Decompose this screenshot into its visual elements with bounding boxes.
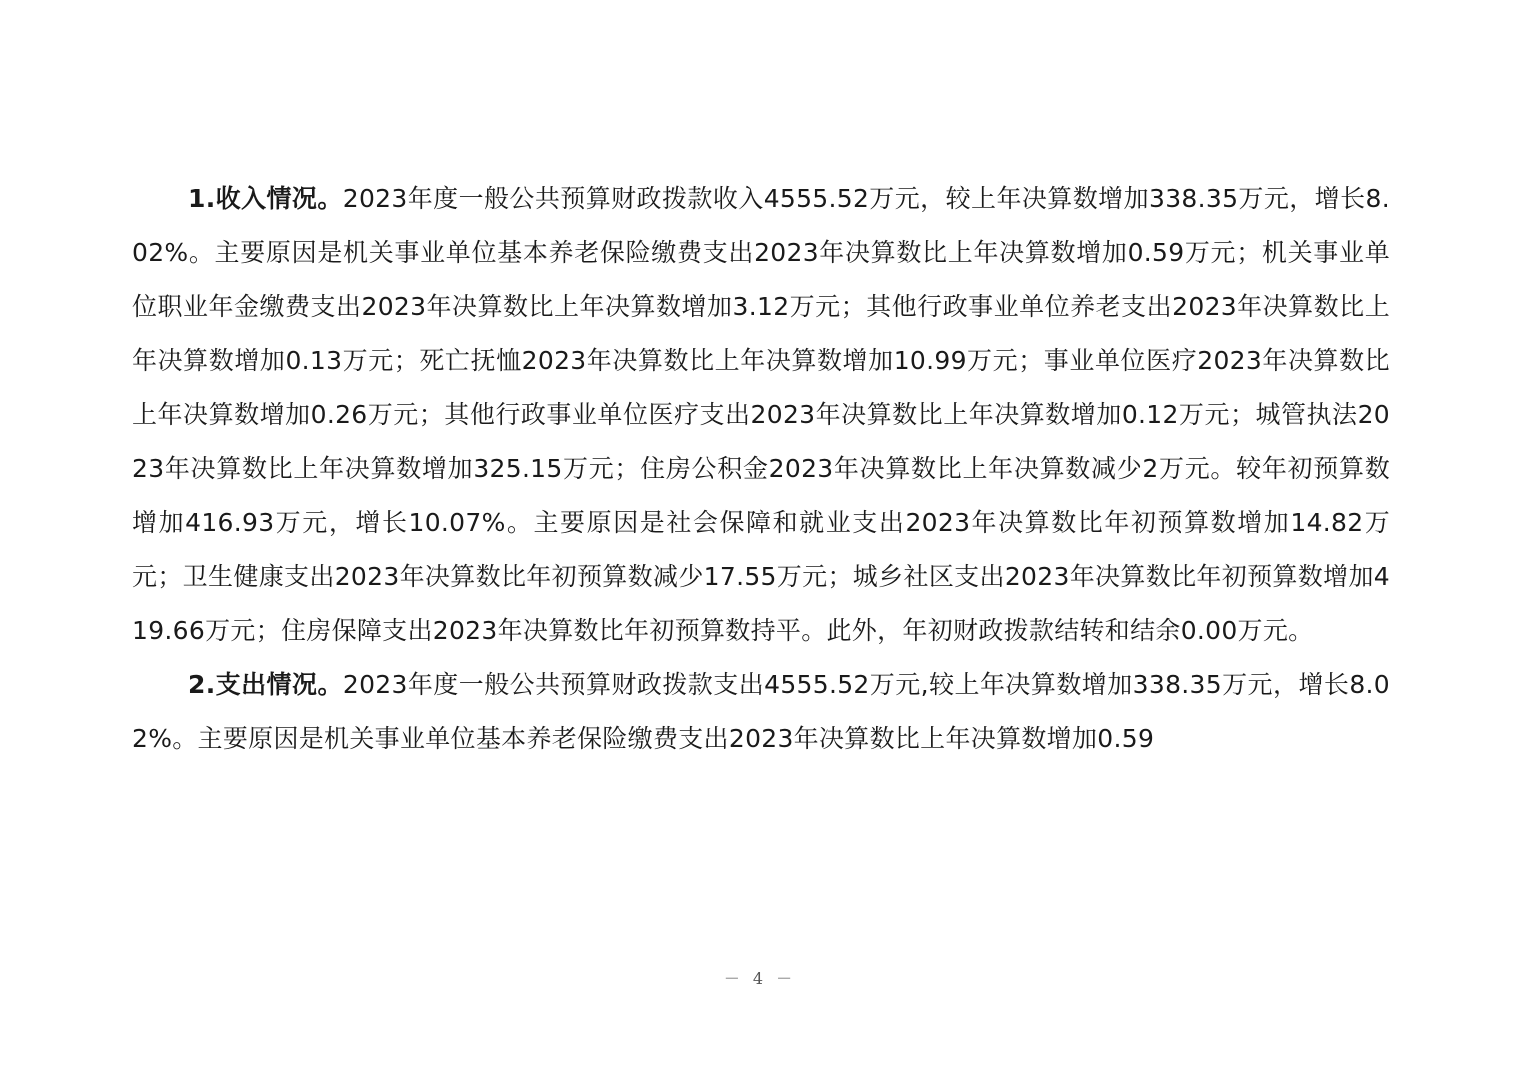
heading-expenditure: 2.支出情况。 — [188, 670, 343, 699]
page-number: － 4 － — [723, 969, 797, 988]
paragraph-expenditure — [132, 658, 1390, 766]
document-body — [132, 172, 1390, 766]
heading-income: 1.收入情况。 — [188, 184, 343, 213]
paragraph-income — [132, 172, 1390, 658]
paragraph-expenditure-text: 2023年度一般公共预算财政拨款支出4555.52万元,较上年决算数增加338.35万元，增长8.02%。主要原因是机关事业单位基本养老保险缴费支出2023年决算数比上年决算数增加0.59 — [132, 670, 1390, 753]
paragraph-income-text: 2023年度一般公共预算财政拨款收入4555.52万元，较上年决算数增加338.35万元，增长8.02%。主要原因是机关事业单位基本养老保险缴费支出2023年决算数比上年决算数增加0.59万元；机关事业单位职业年金缴费支出2023年决算数比上年决算数增加3.12万元；其他行政事业单位养老支出2023年决算数比上年决算数增加0.13万元；死亡抚恤2023年决算数比上年决算数增加10.99万元；事业单位医疗2023年决算数比上年决算数增加0.26万元；其他行政事业单位医疗支出2023年决算数比上年决算数增加0.12万元；城管执法2023年决算数比上年决算数增加325.15万元；住房公积金2023年决算数比上年决算数减少2万元。较年初预算数增加416.93万元，增长10.07%。主要原因是社会保障和就业支出2023年决算数比年初预算数增加14.82万元；卫生健康支出2023年决算数比年初预算数减少17.55万元；城乡社区支出2023年决算数比年初预算数增加419.66万元；住房保障支出2023年决算数比年初预算数持平。此外，年初财政拨款结转和结余0.00万元。 — [132, 184, 1390, 645]
